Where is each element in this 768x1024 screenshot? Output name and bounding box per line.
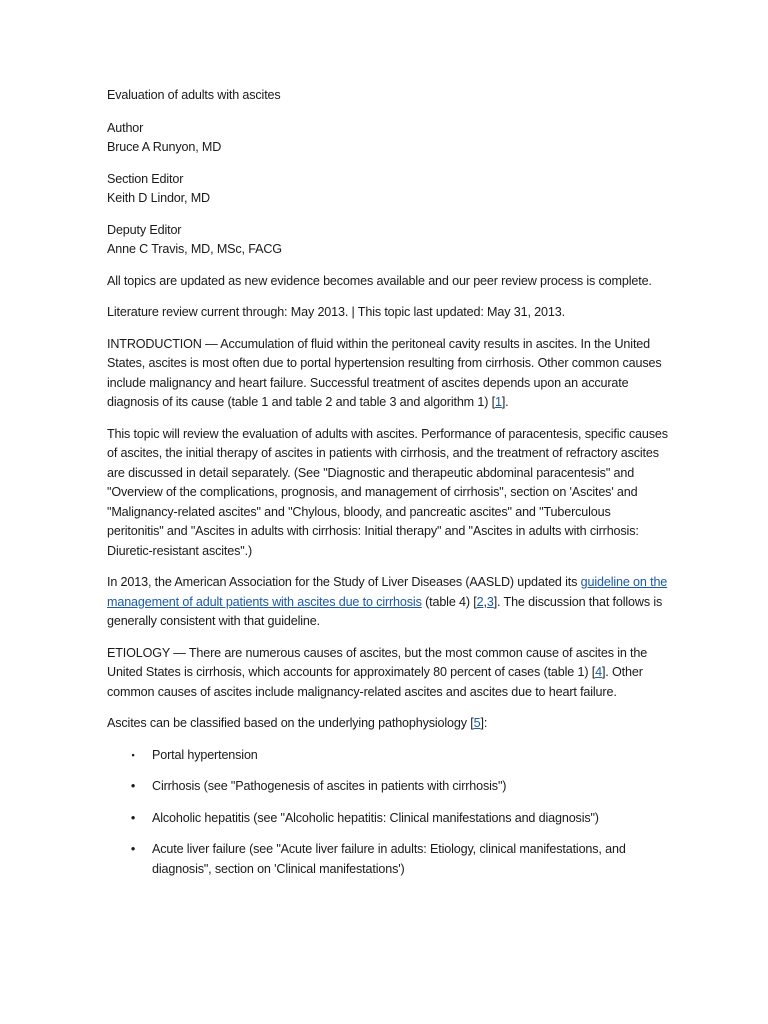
reference-link-3[interactable]: 3: [486, 594, 494, 609]
list-item: [107, 746, 668, 766]
list-item-text: Portal hypertension: [152, 747, 258, 762]
etiology-paragraph: [107, 644, 668, 703]
update-notice: All topics are updated as new evidence becomes available and our peer review process is complete.: [107, 273, 652, 288]
section-editor-name: Keith D Lindor, MD: [107, 191, 210, 205]
author-label: Author: [107, 120, 144, 135]
introduction-paragraph: [107, 335, 668, 413]
list-item-text: Cirrhosis (see "Pathogenesis of ascites in patients with cirrhosis"): [152, 779, 507, 793]
deputy-editor-block: [107, 221, 668, 260]
aasld-mid: (table 4) [: [421, 594, 477, 609]
section-editor-block: [107, 170, 668, 209]
bullet-icon: •: [130, 779, 136, 793]
list-item: [107, 840, 668, 879]
aasld-comma: ,: [483, 594, 487, 609]
guideline-link[interactable]: guideline on the management of adult patients with ascites due to cirrhosis: [107, 575, 668, 609]
deputy-editor-label: Deputy Editor: [107, 222, 182, 237]
classified-end: ]:: [480, 716, 488, 730]
classified-text: Ascites can be classified based on the underlying pathophysiology [: [107, 716, 474, 730]
causes-list: [107, 746, 668, 880]
list-item-text: Acute liver failure (see "Acute liver failure in adults: Etiology, clinical manifestations, and diagnosis", section on 'Clinical manifestations'): [152, 842, 626, 876]
list-item-text: Alcoholic hepatitis (see "Alcoholic hepatitis: Clinical manifestations and diagnosis"): [152, 810, 599, 825]
section-editor-label: Section Editor: [107, 171, 184, 186]
list-item: [107, 777, 668, 797]
reference-link-2[interactable]: 2: [476, 594, 484, 609]
aasld-paragraph: [107, 573, 668, 632]
square-bullet-icon: ▪: [131, 749, 135, 760]
aasld-before: In 2013, the American Association for the Study of Liver Diseases (AASLD) updated its: [107, 575, 581, 589]
etiology-text: ETIOLOGY — There are numerous causes of ascites, but the most common cause of ascites in the United States is cirrhosis, which accounts for approximately 80 percent of cases (table 1) [: [107, 645, 648, 679]
aasld-after: ]. The discussion that follows is generally consistent with that guideline.: [107, 594, 663, 628]
intro-text: INTRODUCTION — Accumulation of fluid within the peritoneal cavity results in ascites. In the United States, ascites is most often due to portal hypertension resulting from cirrhosis. Other common causes include malignancy and heart failure. Successful treatment of ascites depends upon an accurate diagnosis of its cause (table 1 and table 2 and table 3 and algorithm 1) [: [107, 336, 662, 409]
literature-review-date: Literature review current through: May 2013. | This topic last updated: May 31, 2013.: [107, 305, 565, 319]
author-block: [107, 119, 668, 158]
classification-paragraph: [107, 714, 668, 734]
etiology-end: ]. Other common causes of ascites include malignancy-related ascites and ascites due to heart failure.: [107, 665, 643, 699]
bullet-icon: •: [130, 842, 136, 856]
intro-end: ].: [501, 395, 509, 409]
bullet-icon: •: [130, 810, 136, 825]
reference-link-4[interactable]: 4: [595, 665, 602, 679]
reference-link-1[interactable]: 1: [494, 395, 502, 409]
author-name: Bruce A Runyon, MD: [107, 140, 222, 154]
topic-review-paragraph: This topic will review the evaluation of adults with ascites. Performance of paracentesis, specific causes of ascites, the initial therapy of ascites in patients with cirrhosis, and the treatment of refractory ascites are discussed in detail separately. (See "Diagnostic and therapeutic abdominal paracentesis" and "Overview of the complications, prognosis, and management of cirrhosis", section on 'Ascites' and "Malignancy-related ascites" and "Chylous, bloody, and pancreatic ascites" and "Tuberculous peritonitis" and "Ascites in adults with cirrhosis: Initial therapy" and "Ascites in adults with cirrhosis: Diuretic-resistant ascites".): [107, 426, 668, 558]
article-title: Evaluation of adults with ascites: [107, 88, 281, 102]
list-item: [107, 809, 668, 829]
reference-link-5[interactable]: 5: [473, 716, 481, 730]
deputy-editor-name: Anne C Travis, MD, MSc, FACG: [107, 242, 282, 256]
